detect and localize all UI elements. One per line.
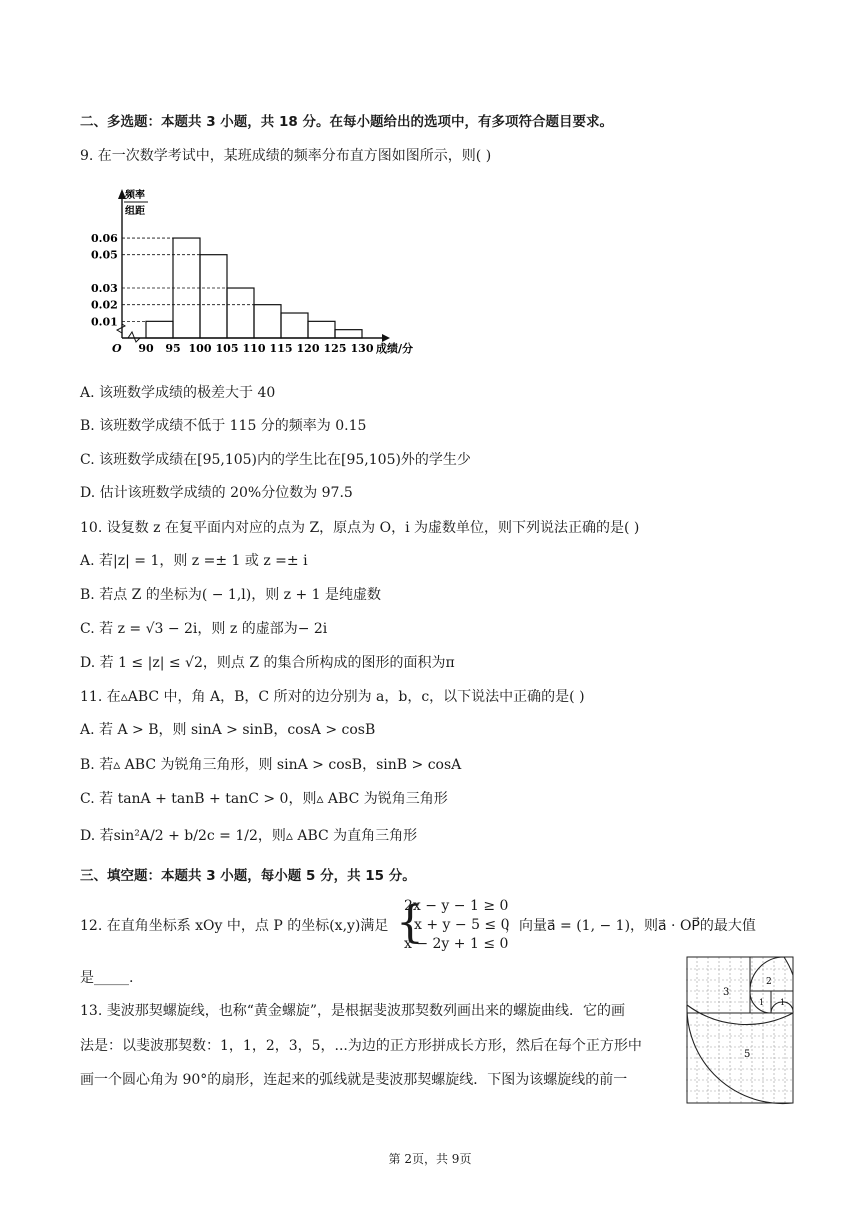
q11-option-a: A. 若 A > B，则 sinA > sinB，cosA > cosB (80, 722, 376, 738)
histogram-bar (281, 313, 308, 338)
histogram-bar (308, 321, 335, 338)
y-axis-label-numerator: 频率 (125, 190, 145, 201)
q9-option-a: A. 该班数学成绩的极差大于 40 (80, 385, 276, 401)
q12-blank-line: 是_____. (80, 970, 134, 986)
x-tick-label: 130 (350, 342, 374, 355)
histogram-bar (335, 330, 362, 338)
histogram-bar (146, 321, 173, 338)
q13-line-3: 画一个圆心角为 90°的扇形，连起来的弧线就是斐波那契螺旋线．下图为该螺旋线的前一 (80, 1072, 628, 1088)
x-tick-label: 100 (188, 342, 212, 355)
histogram-bar (200, 255, 227, 338)
q11-stem: 11. 在▵ABC 中，角 A，B，C 所对的边分别为 a，b，c，以下说法中正确的是( ) (80, 689, 585, 705)
y-tick-label: 0.06 (91, 232, 118, 246)
y-tick-label: 0.02 (91, 298, 118, 312)
x-tick-label: 105 (215, 342, 239, 355)
y-tick-label: 0.01 (91, 315, 118, 329)
q10-option-a: A. 若|z| = 1，则 z =± 1 或 z =± i (80, 553, 308, 569)
q12-inequality-3: x − 2y + 1 ≤ 0 (404, 936, 509, 952)
q12-inequality-2: x + y − 5 ≤ 0 (414, 917, 510, 933)
q9-option-c: C. 该班数学成绩在[95,105)内的学生比在[95,105)外的学生少 (80, 452, 471, 468)
q12-stem-after: ，向量a⃗ = (1, − 1)，则a⃗ · OP⃗的最大值 (505, 918, 756, 934)
q10-stem: 10. 设复数 z 在复平面内对应的点为 Z，原点为 O，i 为虚数单位，则下列说法正确的是( ) (80, 520, 640, 536)
q9-option-b: B. 该班数学成绩不低于 115 分的频率为 0.15 (80, 418, 367, 434)
x-axis-label: 成绩/分 (376, 342, 414, 355)
fibonacci-spiral-figure (686, 955, 796, 1107)
y-tick-label: 0.05 (91, 248, 118, 262)
q12-brace: { (396, 897, 424, 948)
q10-option-d: D. 若 1 ≤ |z| ≤ √2，则点 Z 的集合所构成的图形的面积为π (80, 655, 455, 671)
x-tick-label: 90 (138, 342, 154, 355)
q9-histogram (86, 183, 426, 363)
q13-line-2: 法是：以斐波那契数：1，1，2，3，5，...为边的正方形拼成长方形，然后在每个正方形中 (80, 1038, 642, 1054)
x-tick-label: 125 (323, 342, 347, 355)
x-tick-label: 95 (165, 342, 181, 355)
y-axis-label-denominator: 组距 (125, 206, 145, 217)
x-tick-label: 110 (242, 342, 266, 355)
x-axis-arrow (382, 334, 390, 342)
histogram-bar (254, 305, 281, 338)
q12-inequality-1: 2x − y − 1 ≥ 0 (404, 898, 509, 914)
section2-title: 二、多选题：本题共 3 小题，共 18 分。在每小题给出的选项中，有多项符合题目要求。 (80, 114, 613, 130)
section3-title: 三、填空题：本题共 3 小题，每小题 5 分，共 15 分。 (80, 868, 416, 884)
q13-line-1: 13. 斐波那契螺旋线，也称“黄金螺旋”，是根据斐波那契数列画出来的螺旋曲线．它的画 (80, 1003, 626, 1019)
y-tick-label: 0.03 (91, 282, 118, 296)
q10-option-b: B. 若点 Z 的坐标为( − 1,l)，则 z + 1 是纯虚数 (80, 587, 382, 603)
origin-label: O (112, 342, 122, 355)
spiral-label-1a: 1 (759, 998, 765, 1007)
spiral-label-3: 3 (723, 987, 730, 998)
q11-option-d: D. 若sin²A/2 + b/2c = 1/2，则▵ ABC 为直角三角形 (80, 828, 418, 844)
spiral-label-5: 5 (744, 1049, 751, 1060)
histogram-bar (227, 288, 254, 338)
q10-option-c: C. 若 z = √3 − 2i，则 z 的虚部为− 2i (80, 621, 328, 637)
x-axis-break (128, 332, 140, 342)
x-tick-label: 115 (269, 342, 293, 355)
q12-stem-before: 12. 在直角坐标系 xOy 中，点 P 的坐标(x,y)满足 (80, 918, 389, 934)
spiral-label-2: 2 (766, 977, 772, 987)
page-number: 第 2页，共 9页 (388, 1152, 472, 1166)
x-tick-label: 120 (296, 342, 320, 355)
q9-stem: 9. 在一次数学考试中，某班成绩的频率分布直方图如图所示，则( ) (80, 148, 492, 164)
q11-option-b: B. 若▵ ABC 为锐角三角形，则 sinA > cosB，sinB > cosA (80, 757, 462, 773)
q9-option-d: D. 估计该班数学成绩的 20%分位数为 97.5 (80, 485, 353, 501)
q11-option-c: C. 若 tanA + tanB + tanC > 0，则▵ ABC 为锐角三角形 (80, 791, 448, 807)
y-axis-break (117, 324, 125, 333)
spiral-label-1b: 1 (780, 998, 786, 1007)
